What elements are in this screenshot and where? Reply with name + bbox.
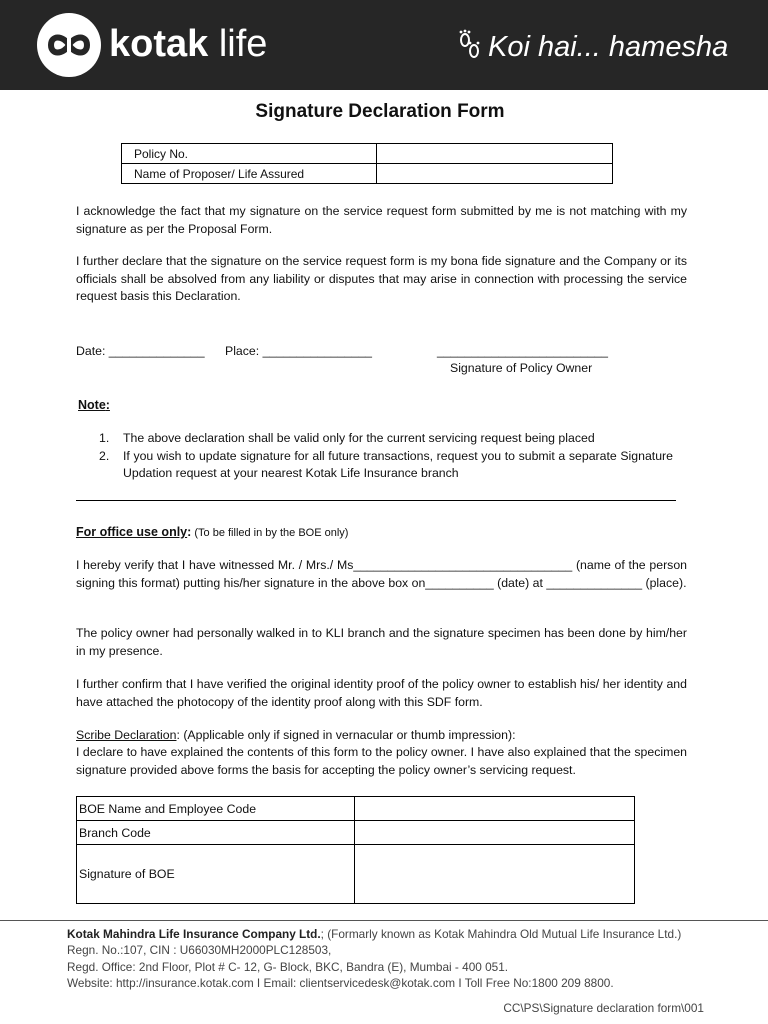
scribe-subtitle: : (Applicable only if signed in vernacular or thumb impression):: [176, 728, 516, 742]
header-bar: [0, 0, 768, 90]
brand-name: [109, 20, 267, 68]
policy-no-label: Policy No.: [122, 144, 377, 164]
list-text: The above declaration shall be valid only for the current servicing request being placed: [123, 431, 595, 445]
boe-signature-field[interactable]: [355, 845, 635, 904]
proposer-name-field[interactable]: [377, 164, 613, 184]
declaration-paragraph-1: I acknowledge the fact that my signature on the service request form submitted by me is not matching with my signature as per the Proposal Form.: [76, 204, 687, 236]
policy-no-field[interactable]: [377, 144, 613, 164]
brand-light: life: [208, 23, 268, 65]
signature-label: Signature of Policy Owner: [450, 361, 593, 375]
section-divider: [76, 500, 676, 501]
office-use-title: For office use only: [76, 525, 188, 539]
table-row: [77, 821, 635, 845]
boe-signature-label: Signature of BOE: [77, 845, 355, 904]
list-item: [99, 448, 673, 483]
date-field: Date: ______________: [76, 344, 205, 358]
footer: [67, 926, 681, 992]
footprints-icon: [456, 29, 484, 68]
document-reference: CC\PS\Signature declaration form\001: [503, 1001, 704, 1015]
brand-bold: kotak: [109, 23, 209, 65]
footer-divider: [0, 920, 768, 921]
proposer-name-label: Name of Proposer/ Life Assured: [122, 164, 377, 184]
table-row: [122, 144, 613, 164]
office-use-heading: [76, 524, 348, 542]
kotak-infinity-logo-icon: [37, 13, 101, 77]
office-paragraph-3: I further confirm that I have verified the original identity proof of the policy owner to establish his/ her identity and have attached the photocopy of the identity proof along with this SDF form.: [76, 677, 687, 709]
scribe-paragraph: I declare to have explained the contents of this form to the policy owner. I have also explained that the specimen signature provided above forms the basis for accepting the policy owner’s servicing request.: [76, 745, 687, 777]
branch-code-field[interactable]: [355, 821, 635, 845]
boe-table: [76, 796, 635, 904]
note-colon: :: [105, 398, 110, 412]
notes-list: [99, 430, 673, 483]
branch-code-label: Branch Code: [77, 821, 355, 845]
footer-website: Website: http://insurance.kotak.com I Email: clientservicedesk@kotak.com I Toll Free No:1800 209 8800.: [67, 976, 614, 991]
note-heading: [78, 397, 110, 414]
policy-table: [121, 143, 613, 184]
declaration-paragraph-2: I further declare that the signature on the service request form is my bona fide signature and the Company or its officials shall be absolved from any liability or disputes that may arise in connection with processing the service request basis this Declaration.: [76, 254, 687, 303]
place-field: Place: ________________: [225, 344, 373, 358]
office-use-colon: :: [187, 525, 192, 539]
list-item: [99, 430, 673, 448]
table-row: [77, 797, 635, 821]
footer-company: Kotak Mahindra Life Insurance Company Ltd.: [67, 927, 321, 941]
scribe-title: Scribe Declaration: [76, 728, 177, 742]
list-number: 1.: [99, 431, 110, 445]
footer-office: Regd. Office: 2nd Floor, Plot # C- 12, G- Block, BKC, Bandra (E), Mumbai - 400 051.: [67, 959, 509, 974]
list-text: If you wish to update signature for all future transactions, request you to submit a separate Signature Updation request at your nearest Kotak Life Insurance branch: [123, 448, 673, 480]
boe-name-label: BOE Name and Employee Code: [77, 797, 355, 821]
office-paragraph-2: The policy owner had personally walked in to KLI branch and the signature specimen has been done by him/her in my presence.: [76, 626, 687, 658]
scribe-heading: [76, 727, 687, 745]
signature-line: _________________________: [437, 344, 608, 358]
footer-company-line: [67, 926, 681, 942]
form-title: Signature Declaration Form: [255, 101, 505, 122]
boe-name-field[interactable]: [355, 797, 635, 821]
footer-regn: Regn. No.:107, CIN : U66030MH2000PLC128503,: [67, 943, 332, 958]
office-use-subtitle: (To be filled in by the BOE only): [191, 527, 349, 539]
list-number: 2.: [99, 448, 110, 463]
note-heading-text: Note: [78, 398, 106, 412]
office-paragraph-1: I hereby verify that I have witnessed Mr. / Mrs./ Ms________________________________ (name of the person signing this format) putting his/her signature in the above box on__________ (date) at ______________ (place).: [76, 558, 687, 590]
table-row: [122, 164, 613, 184]
table-row: [77, 845, 635, 904]
footer-formerly: ; (Formarly known as Kotak Mahindra Old Mutual Life Insurance Ltd.): [320, 927, 682, 941]
tagline: Koi hai... hamesha: [488, 31, 729, 63]
